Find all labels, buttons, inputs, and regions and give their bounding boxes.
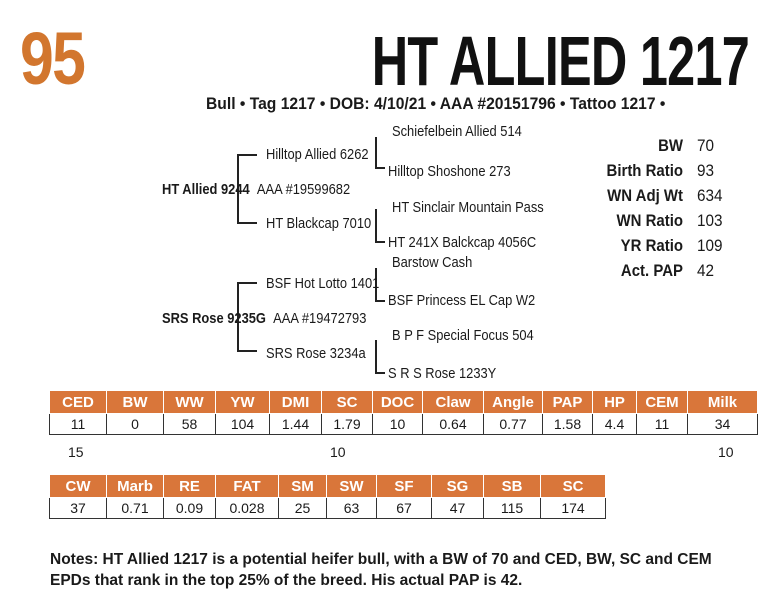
epd-header: CEM: [637, 391, 688, 414]
lot-number: 95: [20, 17, 85, 100]
stat-value: 109: [697, 236, 723, 255]
epd-value: 11: [50, 414, 107, 435]
epd-header: CED: [50, 391, 107, 414]
ped-dam-dam-dam: S R S Rose 1233Y: [388, 365, 497, 382]
stat-value: 634: [697, 186, 723, 205]
epd-header: CW: [50, 475, 107, 498]
epd-percentile: 10: [330, 444, 346, 460]
epd-value: 0.71: [107, 498, 164, 519]
ped-sire: [162, 182, 350, 197]
stat-value: 70: [697, 136, 715, 155]
epd-header-row: [50, 391, 758, 414]
stat-value: 93: [697, 161, 715, 180]
ped-sire-dam-sire: HT Sinclair Mountain Pass: [392, 199, 544, 216]
ped-sire-sire: Hilltop Allied 6262: [266, 146, 369, 163]
epd-value-row: [50, 498, 606, 519]
epd-header: YW: [216, 391, 270, 414]
epd-header: Angle: [484, 391, 543, 414]
epd-value: 0.028: [216, 498, 279, 519]
ped-sire-reg: AAA #19599682: [256, 181, 351, 198]
epd-value: 104: [216, 414, 270, 435]
ped-dam: [162, 311, 366, 326]
epd-header: HP: [593, 391, 637, 414]
ped-dam-sire-dam: BSF Princess EL Cap W2: [388, 292, 536, 309]
epd-table-2: [49, 474, 606, 519]
ped-dam-dam: SRS Rose 3234a: [266, 345, 366, 362]
epd-value: 4.4: [593, 414, 637, 435]
stat-label: Birth Ratio: [606, 161, 683, 180]
ped-dam-dam-sire: B P F Special Focus 504: [392, 327, 534, 344]
stat-label: YR Ratio: [620, 236, 683, 255]
epd-value: 0.64: [423, 414, 484, 435]
ped-dam-reg: AAA #19472793: [273, 310, 367, 327]
epd-header: SF: [377, 475, 432, 498]
epd-value: 58: [164, 414, 216, 435]
epd-value: 47: [432, 498, 484, 519]
epd-value: 0.77: [484, 414, 543, 435]
epd-header: Marb: [107, 475, 164, 498]
ped-sire-sire-dam: Hilltop Shoshone 273: [388, 163, 511, 180]
notes-paragraph: Notes: HT Allied 1217 is a potential heifer bull, with a BW of 70 and CED, BW, SC and CEM EPDs that rank in the top 25% of the breed. His actual PAP is 42.: [50, 551, 712, 589]
ped-dam-sire-sire: Barstow Cash: [392, 254, 473, 271]
animal-name: HT ALLIED 1217: [371, 22, 749, 100]
epd-value: 67: [377, 498, 432, 519]
epd-value: 0: [107, 414, 164, 435]
epd-header: BW: [107, 391, 164, 414]
epd-header: SM: [279, 475, 327, 498]
epd-header: FAT: [216, 475, 279, 498]
epd-percentile: 10: [718, 444, 734, 460]
ped-dam-name: SRS Rose 9235G: [162, 310, 266, 327]
epd-percentile: 15: [68, 444, 84, 460]
stat-label: BW: [658, 136, 683, 155]
epd-header: SC: [541, 475, 606, 498]
epd-header: SW: [327, 475, 377, 498]
epd-value: 0.09: [164, 498, 216, 519]
epd-value: 1.79: [322, 414, 373, 435]
ped-dam-sire: BSF Hot Lotto 1401: [266, 275, 380, 292]
epd-header: Claw: [423, 391, 484, 414]
epd-header: PAP: [543, 391, 593, 414]
epd-header: DMI: [270, 391, 322, 414]
epd-value: 34: [688, 414, 758, 435]
ped-sire-dam: HT Blackcap 7010: [266, 215, 372, 232]
epd-value: 1.58: [543, 414, 593, 435]
animal-subtitle: Bull • Tag 1217 • DOB: 4/10/21 • AAA #20151796 • Tattoo 1217 •: [206, 94, 666, 113]
stat-label: WN Adj Wt: [607, 186, 683, 205]
epd-value: 37: [50, 498, 107, 519]
epd-table-1: [49, 390, 758, 435]
epd-header: SB: [484, 475, 541, 498]
epd-value: 174: [541, 498, 606, 519]
epd-value: 25: [279, 498, 327, 519]
epd-value: 11: [637, 414, 688, 435]
epd-header: SG: [432, 475, 484, 498]
stat-value: 42: [697, 261, 715, 280]
epd-header: SC: [322, 391, 373, 414]
stat-label: Act. PAP: [620, 261, 683, 280]
epd-header: Milk: [688, 391, 758, 414]
epd-value-row: [50, 414, 758, 435]
epd-header: RE: [164, 475, 216, 498]
epd-value: 115: [484, 498, 541, 519]
ped-sire-dam-dam: HT 241X Balckcap 4056C: [388, 234, 537, 251]
stat-label: WN Ratio: [616, 211, 683, 230]
epd-value: 10: [373, 414, 423, 435]
stat-value: 103: [697, 211, 723, 230]
epd-value: 1.44: [270, 414, 322, 435]
ped-sire-sire-sire: Schiefelbein Allied 514: [392, 123, 522, 140]
epd-header-row: [50, 475, 606, 498]
epd-header: DOC: [373, 391, 423, 414]
epd-header: WW: [164, 391, 216, 414]
ped-sire-name: HT Allied 9244: [162, 181, 250, 198]
epd-value: 63: [327, 498, 377, 519]
